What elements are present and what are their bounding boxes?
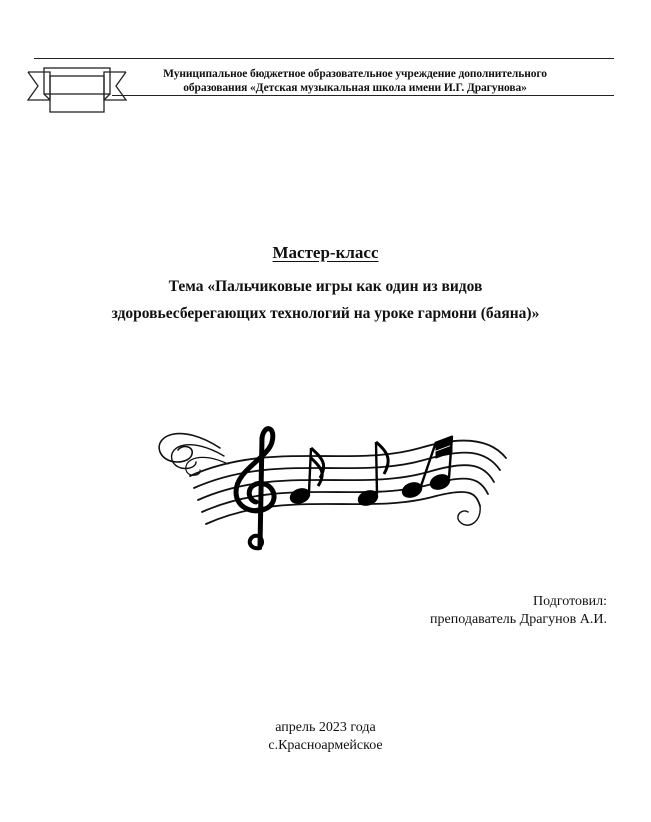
organization-name [120, 67, 590, 95]
music-staff-notes-icon [150, 418, 510, 558]
footer-block [0, 719, 651, 755]
author-label: Подготовил: [533, 594, 607, 609]
document-title-text: Мастер-класс [272, 243, 379, 262]
header-top-rule [34, 58, 614, 59]
ribbon-banner-icon [22, 64, 132, 116]
document-title [0, 243, 651, 263]
organization-name-line-2: образования «Детская музыкальная школа имени И.Г. Драгунова» [183, 82, 527, 94]
author-name: преподаватель Драгунов А.И. [430, 612, 607, 627]
footer-date: апрель 2023 года [275, 720, 376, 735]
topic-line-2: здоровьесберегающих технологий на уроке гармони (баяна)» [111, 305, 540, 322]
header-bottom-rule [112, 95, 614, 96]
organization-name-line-1: Муниципальное бюджетное образовательное учреждение дополнительного [163, 68, 547, 80]
topic-block [0, 273, 651, 327]
author-block [430, 593, 607, 629]
topic-line-1: Тема «Пальчиковые игры как один из видов [168, 278, 483, 295]
footer-place: с.Красноармейское [268, 738, 383, 753]
